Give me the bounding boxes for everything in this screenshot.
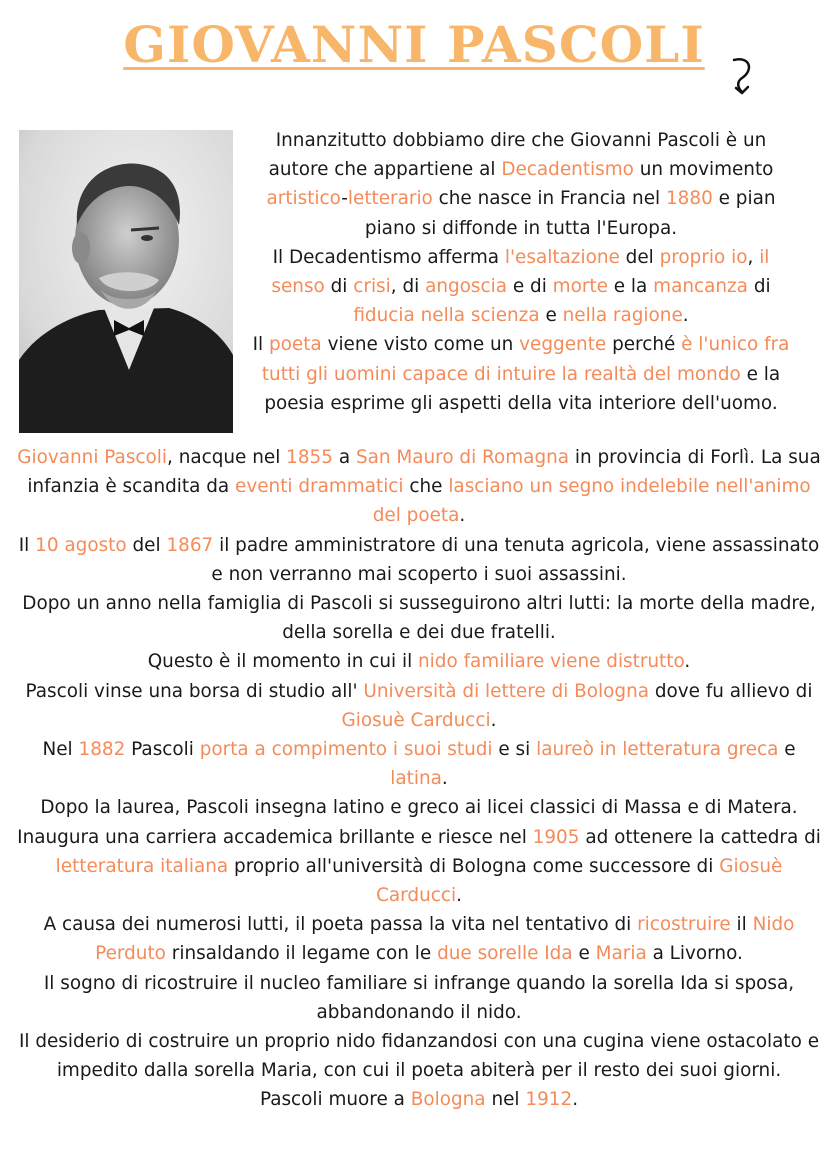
biography-text xyxy=(16,443,822,1115)
highlighted-text: 1855 xyxy=(286,447,333,468)
highlighted-text: 1882 xyxy=(78,739,126,761)
text-run: a Livorno. xyxy=(646,943,743,965)
text-run: e xyxy=(539,305,563,327)
highlighted-text: Nido Perduto xyxy=(95,914,795,965)
text-run: . xyxy=(572,1089,579,1111)
highlighted-text: 1912 xyxy=(525,1089,573,1111)
text-run: il xyxy=(730,914,753,936)
text-run: del xyxy=(619,246,660,268)
text-run: Pascoli xyxy=(125,739,200,761)
text-run: e xyxy=(572,943,596,965)
highlighted-text: Giovanni Pascoli xyxy=(17,447,167,468)
text-run: Il sogno di ricostruire il nucleo familiare si infrange quando la sorella Ida si sposa, abbandonando il nido. xyxy=(43,972,795,1023)
text-run: e di xyxy=(507,276,553,298)
text-run: Dopo un anno nella famiglia di Pascoli si susseguirono altri lutti: la morte della madre, della sorella e dei due fratelli. xyxy=(22,593,816,644)
text-run: viene visto come un xyxy=(321,334,520,356)
highlighted-text: Università di lettere di Bologna xyxy=(363,680,649,702)
text-run: . xyxy=(456,885,462,907)
text-run: un movimento xyxy=(633,159,774,181)
text-run: che nasce in Francia nel xyxy=(432,188,666,210)
text-run: ad ottenere la cattedra di xyxy=(579,826,821,848)
highlighted-text: laureò in letteratura greca xyxy=(536,739,779,761)
text-run: e xyxy=(778,739,796,761)
highlighted-text: mancanza xyxy=(653,276,748,298)
text-run: a xyxy=(332,447,356,468)
text-run: Questo è il momento in cui il xyxy=(147,651,419,673)
text-run: . xyxy=(682,305,689,327)
highlighted-text: veggente xyxy=(519,334,607,356)
title-container xyxy=(0,14,828,76)
text-run: Innanzitutto dobbiamo dire che Giovanni Pascoli è un autore che appartiene al xyxy=(268,130,767,181)
portrait-photo xyxy=(19,130,233,433)
text-run: - xyxy=(341,188,348,210)
highlighted-text: poeta xyxy=(268,334,322,356)
highlighted-text: 1905 xyxy=(532,826,580,848)
text-run: , di xyxy=(390,276,426,298)
text-run: Dopo la laurea, Pascoli insegna latino e greco ai licei classici di Massa e di Matera. Inaugura una carriera accademica brillante e riesce nel xyxy=(17,797,798,848)
highlighted-text: è l'unico fra tutti gli uomini capace di intuire la realtà del mondo xyxy=(261,334,790,385)
highlighted-text: Giosuè Carducci xyxy=(341,709,491,731)
highlighted-text: morte xyxy=(552,276,608,298)
highlighted-text: Maria xyxy=(595,943,647,965)
text-run: e pian piano si diffonde in tutta l'Europa. xyxy=(364,188,776,239)
text-run: Pascoli muore a xyxy=(259,1089,411,1111)
highlighted-text: fiducia nella scienza xyxy=(353,305,540,327)
text-run: A causa dei numerosi lutti, il poeta passa la vita nel tentativo di xyxy=(43,914,638,936)
text-run: . xyxy=(684,651,691,673)
text-run: del xyxy=(126,534,167,556)
text-run: e si xyxy=(492,739,537,761)
text-run: di xyxy=(324,276,354,298)
highlighted-text: il senso xyxy=(271,246,770,298)
highlighted-text: 1880 xyxy=(665,188,713,210)
highlighted-text: porta a compimento i suoi studi xyxy=(199,739,493,761)
highlighted-text: San Mauro di Romagna xyxy=(355,447,570,468)
highlighted-text: Decadentismo xyxy=(501,159,634,181)
text-run: in provincia di Forlì. La sua infanzia è scandita da xyxy=(27,447,821,498)
highlighted-text: Bologna xyxy=(410,1089,486,1111)
intro-paragraph xyxy=(243,126,799,418)
text-run: e la xyxy=(607,276,654,298)
highlighted-text: latina xyxy=(390,768,442,790)
curved-arrow-icon xyxy=(728,52,758,100)
text-run: Il xyxy=(252,334,269,356)
text-run: , xyxy=(747,246,760,268)
text-run: che xyxy=(403,476,449,498)
highlighted-text: angoscia xyxy=(425,276,508,298)
highlighted-text: letterario xyxy=(347,188,433,210)
text-run: Il desiderio di costruire un proprio nido fidanzandosi con una cugina viene ostacolato e impedito dalla sorella Maria, con cui il poeta abiterà per il resto dei suoi giorni. xyxy=(18,1031,820,1082)
highlighted-text: due sorelle Ida xyxy=(437,943,573,965)
highlighted-text: crisi xyxy=(353,276,391,298)
text-run: proprio all'università di Bologna come successore di xyxy=(228,855,720,877)
highlighted-text: ricostruire xyxy=(637,914,731,936)
text-run: rinsaldando il legame con le xyxy=(165,943,438,965)
text-run: Pascoli vinse una borsa di studio all' xyxy=(25,680,364,702)
text-run: dove fu allievo di xyxy=(649,680,813,702)
text-run: , nacque nel xyxy=(167,447,287,468)
highlighted-text: nella ragione xyxy=(562,305,683,327)
text-run: . xyxy=(459,505,466,527)
highlighted-text: proprio io xyxy=(659,246,748,268)
highlighted-text: 1867 xyxy=(166,534,214,556)
highlighted-text: lasciano un segno indelebile nell'animo del poeta xyxy=(372,476,811,527)
highlighted-text: nido familiare viene distrutto xyxy=(418,651,685,673)
text-run: Il Decadentismo afferma xyxy=(272,246,505,268)
highlighted-text: l'esaltazione xyxy=(504,246,620,268)
text-run: Il xyxy=(18,534,36,556)
highlighted-text: eventi drammatici xyxy=(235,476,404,498)
text-run: . xyxy=(490,709,497,731)
text-run: nel xyxy=(485,1089,526,1111)
text-run: il padre amministratore di una tenuta agricola, viene assassinato e non verranno mai scoperto i suoi assassini. xyxy=(211,534,820,585)
text-run: perché xyxy=(606,334,682,356)
text-run: e la poesia esprime gli aspetti della vita interiore dell'uomo. xyxy=(264,363,781,414)
highlighted-text: letteratura italiana xyxy=(55,855,229,877)
text-run: . xyxy=(441,768,448,790)
page-title: GIOVANNI PASCOLI xyxy=(123,15,705,74)
highlighted-text: 10 agosto xyxy=(35,534,127,556)
text-run: di xyxy=(747,276,771,298)
text-run: Nel xyxy=(42,739,79,761)
highlighted-text: Giosuè Carducci xyxy=(376,855,783,907)
highlighted-text: artistico xyxy=(266,188,342,210)
